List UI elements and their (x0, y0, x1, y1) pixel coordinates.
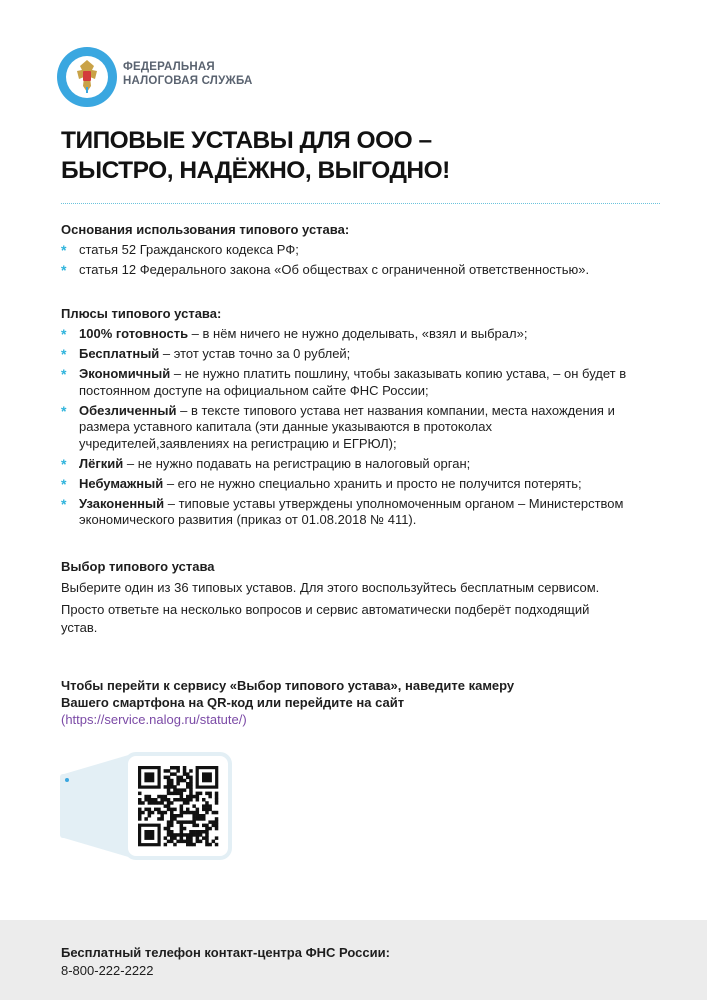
list-item (61, 346, 641, 363)
plus-term: Экономичный (79, 366, 171, 381)
qr-instruction-line2: Вашего смартфона на QR-код или перейдите на сайт (61, 695, 405, 710)
page-title (61, 126, 450, 186)
bullet-asterisk-icon: * (61, 326, 67, 342)
pluses-section (61, 306, 641, 532)
basis-item-text: статья 52 Гражданского кодекса РФ; (79, 242, 299, 257)
list-item (61, 456, 641, 473)
list-item (61, 403, 641, 453)
qr-scan-illustration (60, 746, 255, 866)
fns-logo (56, 46, 118, 108)
org-name (123, 60, 253, 88)
footer (0, 920, 707, 1000)
plus-term: Обезличенный (79, 402, 177, 418)
choice-paragraph: Просто ответьте на несколько вопросов и сервис автоматически подберёт подходящий устав. (61, 602, 590, 635)
service-url-link[interactable]: (https://service.nalog.ru/statute/) (61, 712, 247, 727)
choice-heading: Выбор типового устава (61, 559, 215, 574)
org-name-line2: НАЛОГОВАЯ СЛУЖБА (123, 75, 253, 87)
basis-section (61, 222, 661, 282)
bullet-asterisk-icon: * (61, 346, 67, 362)
bullet-asterisk-icon: * (61, 262, 67, 278)
list-item (61, 476, 641, 493)
choice-section (61, 559, 621, 641)
list-item (61, 326, 641, 343)
list-item (61, 366, 641, 399)
title-line2: БЫСТРО, НАДЁЖНО, ВЫГОДНО! (61, 157, 450, 184)
basis-list (61, 242, 661, 279)
list-item (61, 242, 661, 259)
camera-dot-icon (65, 778, 69, 782)
title-line1: ТИПОВЫЕ УСТАВЫ ДЛЯ ООО – (61, 127, 432, 154)
plus-term: Небумажный (79, 475, 164, 491)
bullet-asterisk-icon: * (61, 366, 67, 382)
plus-desc: – его не нужно специально хранить и просто не получится потерять; (163, 475, 582, 491)
qr-instructions (61, 677, 661, 728)
basis-heading: Основания использования типового устава: (61, 222, 350, 237)
choice-paragraph: Выберите один из 36 типовых уставов. Для этого воспользуйтесь бесплатным сервисом. (61, 580, 600, 595)
bullet-asterisk-icon: * (61, 402, 67, 419)
bullet-asterisk-icon: * (61, 455, 67, 472)
pluses-list (61, 326, 641, 529)
footer-title: Бесплатный телефон контакт-центра ФНС России: (61, 945, 390, 960)
bullet-asterisk-icon: * (61, 495, 67, 512)
plus-desc: – не нужно подавать на регистрацию в налоговый орган; (123, 455, 471, 471)
bullet-asterisk-icon: * (61, 475, 67, 492)
list-item (61, 262, 661, 279)
plus-desc: – в тексте типового устава нет названия компании, места нахождения и размера уставного капитала (эти данные указываются в протоколах учредителей,заявлениях на регистрацию и ЕГРЮЛ); (79, 402, 615, 451)
plus-term: Бесплатный (79, 346, 160, 361)
plus-term: 100% готовность (79, 326, 189, 341)
plus-desc: – этот устав точно за 0 рублей; (159, 346, 351, 361)
divider (61, 203, 660, 204)
phone-icon (60, 774, 72, 838)
bullet-asterisk-icon: * (61, 242, 67, 258)
pluses-heading: Плюсы типового устава: (61, 306, 222, 321)
org-name-line1: ФЕДЕРАЛЬНАЯ (123, 61, 215, 73)
qr-instruction-line1: Чтобы перейти к сервису «Выбор типового устава», наведите камеру (61, 678, 515, 693)
plus-term: Узаконенный (79, 495, 165, 511)
plus-desc: – типовые уставы утверждены уполномоченным органом – Министерством экономического развития (приказ от 01.08.2018 № 411). (79, 495, 624, 527)
hotline-phone[interactable]: 8-800-222-2222 (61, 963, 154, 978)
scan-beam (64, 754, 132, 858)
basis-item-text: статья 12 Федерального закона «Об обществах с ограниченной ответственностью». (79, 262, 590, 277)
plus-term: Лёгкий (79, 455, 124, 471)
list-item (61, 496, 641, 529)
plus-desc: – в нём ничего не нужно доделывать, «взял и выбрал»; (188, 326, 528, 341)
plus-desc: – не нужно платить пошлину, чтобы заказывать копию устава, – он будет в постоянном доступе на официальном сайте ФНС России; (79, 366, 627, 398)
